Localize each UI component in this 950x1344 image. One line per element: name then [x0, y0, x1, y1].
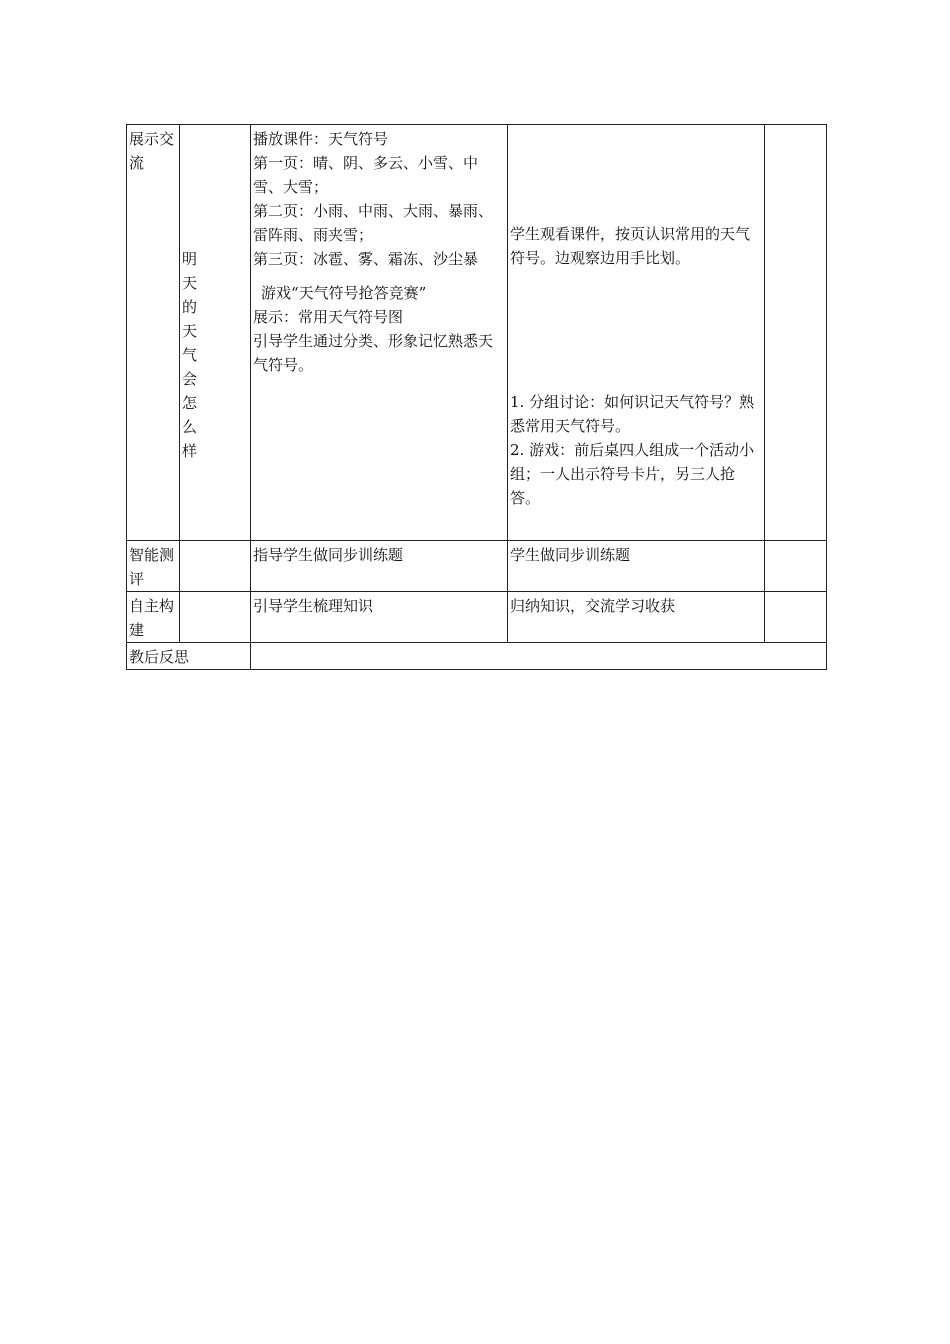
student-text: 2. 游戏：前后桌四人组成一个活动小组；一人出示符号卡片，另三人抢答。 — [510, 441, 755, 507]
topic-vertical-text: 明 天 的 天 气 会 怎 么 样 — [182, 250, 198, 460]
topic-cell — [180, 541, 251, 592]
reflection-label-cell — [127, 643, 251, 670]
table-row — [127, 541, 827, 592]
teacher-line: 引导学生通过分类、形象记忆熟悉天气符号。 — [253, 332, 494, 374]
table-row — [127, 643, 827, 670]
teacher-text: 指导学生做同步训练题 — [253, 546, 404, 564]
table-row — [127, 125, 827, 541]
topic-cell — [180, 125, 251, 541]
student-text: 学生观看课件，按页认识常用的天气符号。边观察边用手比划。 — [510, 225, 751, 267]
stage-label: 智能测评 — [129, 546, 175, 588]
student-text: 归纳知识，交流学习收获 — [510, 597, 676, 615]
stage-label: 展示交流 — [129, 130, 175, 172]
lesson-plan-table — [126, 124, 827, 670]
stage-cell — [127, 592, 180, 643]
topic-cell — [180, 592, 251, 643]
notes-cell — [765, 592, 827, 643]
teacher-line: 第三页：冰雹、雾、霜冻、沙尘暴 — [253, 250, 479, 268]
teacher-line: 第一页：晴、阴、多云、小雪、中雪、大雪； — [253, 154, 479, 196]
notes-cell — [765, 541, 827, 592]
stage-cell — [127, 541, 180, 592]
student-text: 学生做同步训练题 — [510, 546, 631, 564]
teacher-activity-cell — [251, 592, 508, 643]
notes-cell — [765, 125, 827, 541]
teacher-line: 游戏“天气符号抢答竞赛” — [261, 284, 427, 302]
student-activity-cell — [508, 592, 765, 643]
teacher-line: 播放课件：天气符号 — [253, 130, 389, 148]
table-row — [127, 592, 827, 643]
stage-cell — [127, 125, 180, 541]
student-activity-cell — [508, 541, 765, 592]
student-activity-cell — [508, 125, 765, 541]
stage-label: 自主构建 — [129, 597, 175, 639]
student-text: 1. 分组讨论：如何识记天气符号？熟悉常用天气符号。 — [510, 393, 755, 435]
teacher-text: 引导学生梳理知识 — [253, 597, 374, 615]
teacher-line: 展示：常用天气符号图 — [253, 308, 404, 326]
teacher-activity-cell — [251, 541, 508, 592]
reflection-label: 教后反思 — [129, 648, 190, 666]
reflection-content-cell — [251, 643, 827, 670]
teacher-activity-cell — [251, 125, 508, 541]
teacher-line: 第二页：小雨、中雨、大雨、暴雨、雷阵雨、雨夹雪； — [253, 202, 494, 244]
